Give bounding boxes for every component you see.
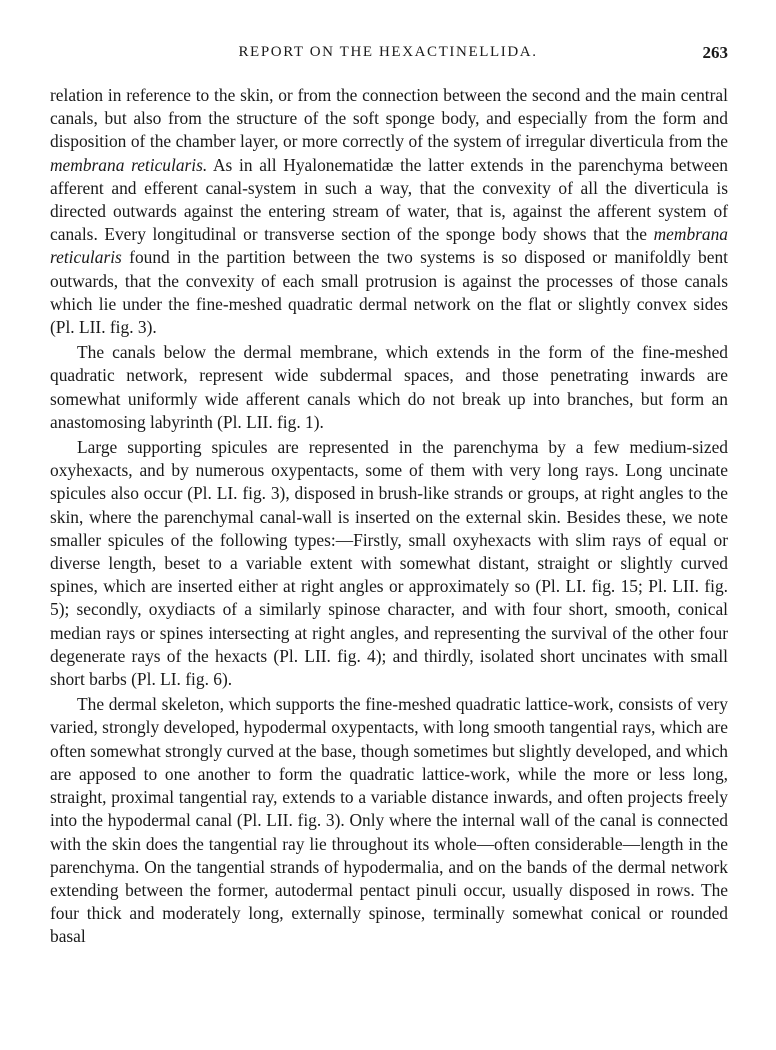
paragraph-supporting-spicules: Large supporting spicules are represented in the parenchyma by a few medium-sized oxyhexacts, and by numerous oxypentacts, some of them with very long rays. Long uncinate spicules also occur (Pl. LI. fig. 3), disposed in brush-like strands or groups, at right angles to the skin, where the parenchymal canal-wall is inserted on the external skin. Besides these, we note smaller spicules of the following types:—Firstly, small oxyhexacts with slim rays of equal or diverse length, beset to a variable extent with somewhat distant, straight or slightly curved spines, which are inserted either at right angles or approximately so (Pl. LI. fig. 15; Pl. LII. fig. 5); secondly, oxydiacts of a similarly spinose character, and with four short, smooth, conical median rays or spines intersecting at right angles, and representing the survival of the other four degenerate rays of the hexacts (Pl. LII. fig. 4); and thirdly, isolated short uncinates with small short barbs (Pl. LI. fig. 6). — [50, 437, 728, 690]
body-text — [50, 84, 728, 949]
paragraph-dermal-skeleton: The dermal skeleton, which supports the fine-meshed quadratic lattice-work, consists of very varied, strongly developed, hypodermal oxypentacts, with long smooth tangential rays, which are often somewhat strongly curved at the base, though sometimes but slightly developed, and which are apposed to one another to form the quadratic lattice-work, while the more or less long, straight, proximal tangential ray, extends to a variable distance inwards, and often projects freely into the hypodermal canal (Pl. LII. fig. 3). Only where the internal wall of the canal is connected with the skin does the tangential ray lie throughout its whole—often considerable—length in the parenchyma. On the tangential strands of hypodermalia, and on the bands of the dermal network extending between the former, autodermal pentact pinuli occur, usually disposed in rows. The four thick and moderately long, externally spinose, terminally somewhat conical or rounded basal — [50, 694, 728, 947]
italic-term-membrana-reticularis: membrana reticularis — [50, 224, 728, 268]
running-title: REPORT ON THE HEXACTINELLIDA. — [238, 44, 538, 60]
text-run: found in the partition between the two systems is so disposed or manifoldly bent outwards, that the convexity of each small protrusion is against the processes of those canals which lie under the fine-meshed quadratic dermal network on the flat or slightly convex sides (Pl. LII. fig. 3). — [50, 247, 728, 338]
running-header — [48, 44, 728, 66]
paragraph-continued — [50, 84, 728, 339]
paragraph-canals: The canals below the dermal membrane, which extends in the form of the fine-meshed quadratic network, represent wide subdermal spaces, and those penetrating inwards are somewhat uniformly wide afferent canals which do not break up into branches, but form an anastomosing labyrinth (Pl. LII. fig. 1). — [50, 342, 728, 432]
page-number: 263 — [702, 43, 728, 62]
text-run: As in all Hyalonematidæ the latter extends in the parenchyma between afferent and efferent canal-system in such a way, that the convexity of all the diverticula is directed outwards against the entering stream of water, that is, against the afferent system of canals. Every longitudinal or transverse section of the sponge body shows that the — [50, 154, 728, 245]
italic-term-membrana-reticularis: membrana reticularis. — [50, 154, 208, 175]
text-run: relation in reference to the skin, or from the connection between the second and the main central canals, but also from the structure of the soft sponge body, and especially from the form and disposition of the chamber layer, or more correctly of the system of irregular diverticula from the — [50, 85, 728, 152]
